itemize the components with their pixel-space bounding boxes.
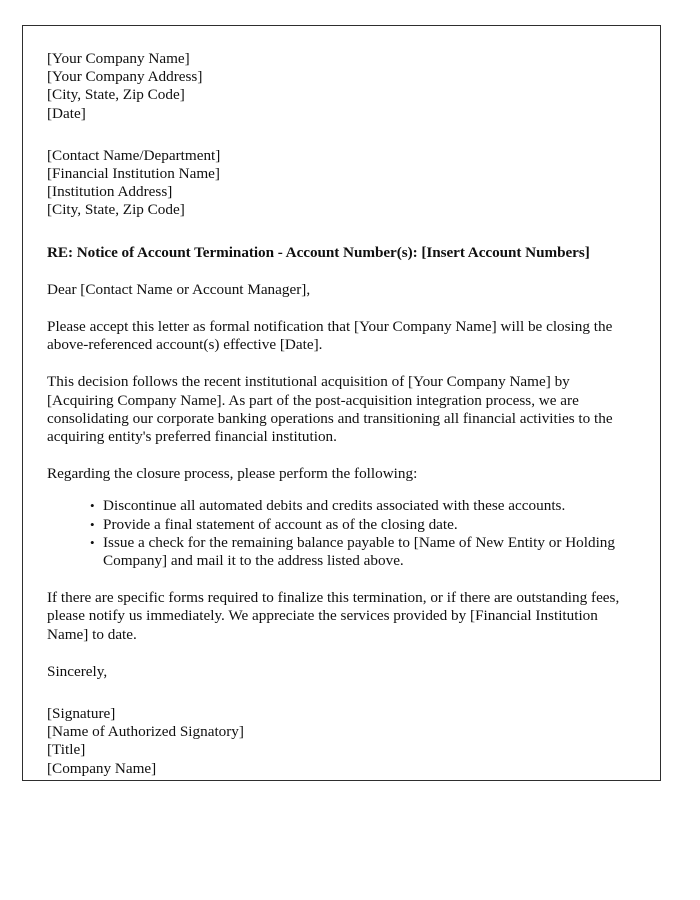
spacer bbox=[47, 446, 625, 465]
recipient-contact-name: [Contact Name/Department] bbox=[47, 146, 221, 164]
subject-line: RE: Notice of Account Termination - Account Number(s): [Insert Account Numbers] bbox=[47, 243, 590, 261]
signature-block bbox=[47, 705, 625, 778]
recipient-institution-name: [Financial Institution Name] bbox=[47, 165, 220, 183]
body-paragraph-1: Please accept this letter as formal notification that [Your Company Name] will be closing the above-referenced account(s) effective [Date]. bbox=[47, 318, 613, 354]
spacer bbox=[47, 123, 625, 147]
salutation: Dear [Contact Name or Account Manager], bbox=[47, 280, 311, 298]
sender-company-name: [Your Company Name] bbox=[47, 50, 190, 67]
closure-steps-list bbox=[47, 497, 625, 570]
body-paragraph-3: Regarding the closure process, please perform the following: bbox=[47, 465, 418, 483]
recipient-address-block bbox=[47, 147, 625, 220]
signatory-name: [Name of Authorized Signatory] bbox=[47, 723, 244, 741]
list-item: • Issue a check for the remaining balance payable to [Name of New Entity or Holding Company] and mail it to the address listed above. bbox=[90, 534, 625, 570]
letter-date: [Date] bbox=[47, 104, 86, 122]
spacer bbox=[47, 570, 625, 589]
list-item: • Discontinue all automated debits and credits associated with these accounts. bbox=[90, 497, 625, 515]
sender-city-state-zip: [City, State, Zip Code] bbox=[47, 86, 185, 104]
recipient-city-state-zip: [City, State, Zip Code] bbox=[47, 201, 185, 219]
spacer bbox=[47, 644, 625, 663]
spacer bbox=[47, 681, 625, 705]
body-paragraph-2: This decision follows the recent institutional acquisition of [Your Company Name] by [Acquiring Company Name]. As part of the post-acquisition integration process, we are consolidating our corporate banking operations and transitioning all financial activities to the acquiring entity's preferred financial institution. bbox=[47, 373, 613, 446]
recipient-institution-address: [Institution Address] bbox=[47, 183, 173, 201]
signatory-title: [Title] bbox=[47, 741, 86, 759]
letter-page bbox=[22, 25, 661, 781]
closing-salutation: Sincerely, bbox=[47, 662, 108, 680]
body-paragraph-4: If there are specific forms required to finalize this termination, or if there are outstanding fees, please notify us immediately. We appreciate the services provided by [Financial Institution Name] to date. bbox=[47, 589, 620, 643]
signature-placeholder: [Signature] bbox=[47, 705, 116, 723]
spacer bbox=[47, 262, 625, 281]
sender-address-block bbox=[47, 50, 625, 123]
list-item: • Provide a final statement of account as of the closing date. bbox=[90, 516, 625, 534]
sender-company-address: [Your Company Address] bbox=[47, 68, 203, 86]
signatory-company: [Company Name] bbox=[47, 759, 157, 777]
spacer bbox=[47, 354, 625, 373]
spacer bbox=[47, 483, 625, 497]
spacer bbox=[47, 220, 625, 244]
letter-body bbox=[47, 50, 625, 778]
spacer bbox=[47, 299, 625, 318]
